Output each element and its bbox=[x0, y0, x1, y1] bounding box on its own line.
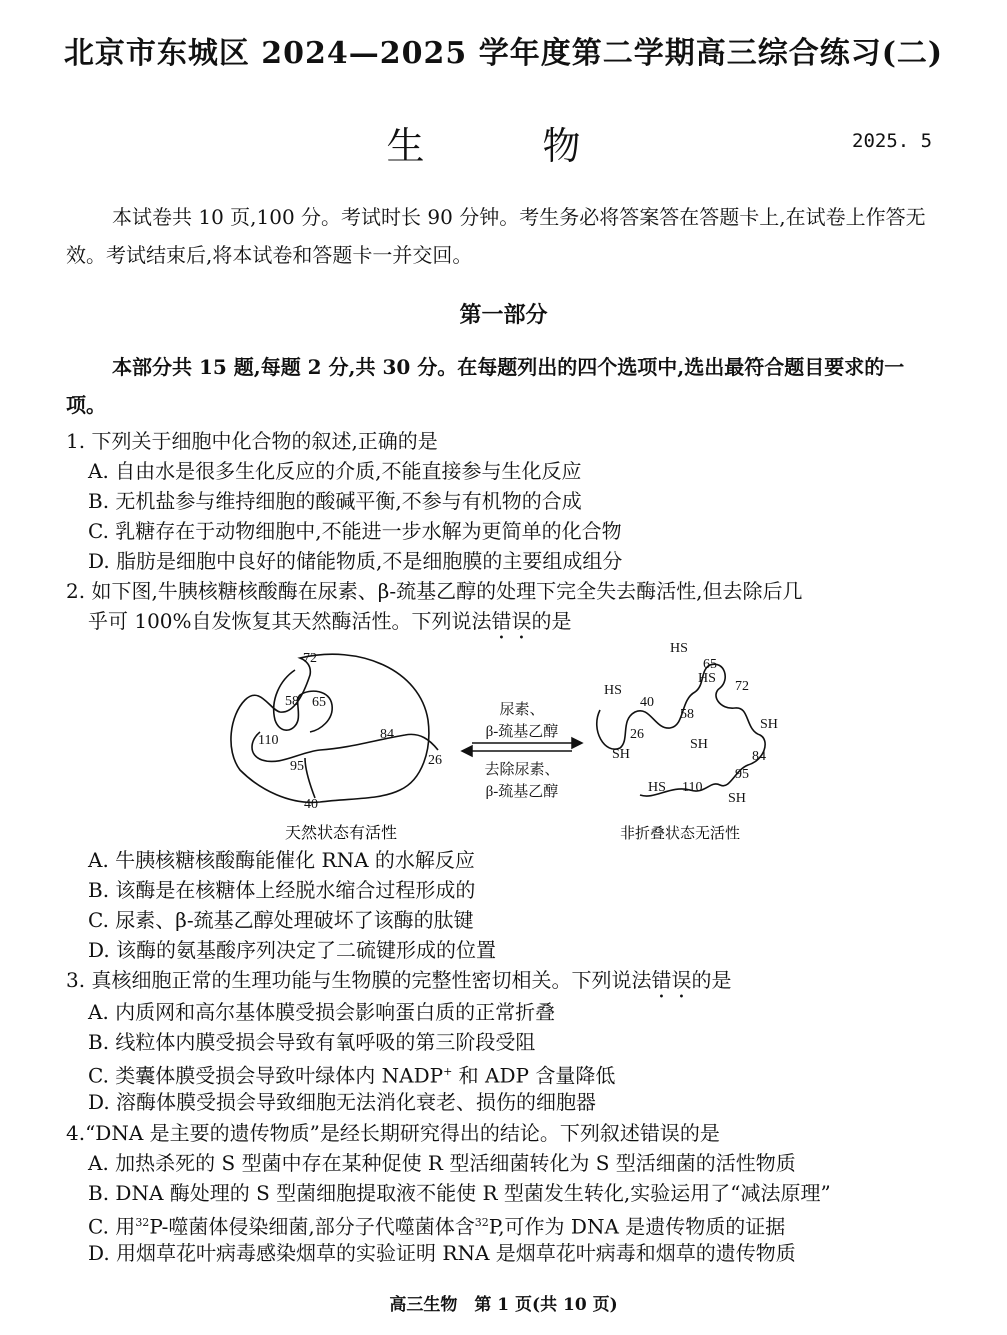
q4-c-sup2: 32 bbox=[474, 1216, 489, 1229]
instructions: 本部分共 15 题,每题 2 分,共 30 分。在每题列出的四个选项中,选出最符合题目要求的一项。 bbox=[66, 355, 905, 417]
unf-sh-3: SH bbox=[690, 737, 708, 752]
unf-72: 72 bbox=[735, 679, 749, 694]
arrow-top-line1: 尿素、 bbox=[499, 702, 545, 718]
q4-c-part3: P,可作为 DNA 是遗传物质的证据 bbox=[488, 1214, 786, 1239]
q2-stem-part: 乎可 100%自发恢复其天然酶活性。下列说法 bbox=[88, 609, 492, 633]
unf-58: 58 bbox=[680, 707, 694, 722]
unf-hs-3: HS bbox=[604, 683, 622, 698]
unf-84: 84 bbox=[752, 749, 766, 764]
q1-option-d: D. 脂肪是细胞中良好的储能物质,不是细胞膜的主要组成组分 bbox=[88, 549, 623, 573]
subject-title: 生 物 bbox=[386, 124, 621, 168]
unf-hs-1: HS bbox=[670, 641, 688, 656]
unf-hs-4: HS bbox=[648, 780, 666, 795]
native-label-40: 40 bbox=[304, 797, 318, 812]
q1-option-a: A. 自由水是很多生化反应的介质,不能直接参与生化反应 bbox=[88, 459, 582, 483]
unf-40: 40 bbox=[640, 695, 654, 710]
q3-c-sup: + bbox=[443, 1065, 453, 1078]
native-label-26: 26 bbox=[428, 753, 442, 768]
native-label-58: 58 bbox=[285, 694, 299, 709]
exam-date: 2025. 5 bbox=[852, 130, 933, 152]
q4-c-sup1: 32 bbox=[135, 1216, 150, 1229]
q4-stem: 4.“DNA 是主要的遗传物质”是经长期研究得出的结论。下列叙述错误的是 bbox=[66, 1121, 720, 1145]
q3-c-part1: C. 类囊体膜受损会导致叶绿体内 NADP bbox=[88, 1063, 444, 1088]
q1-option-b: B. 无机盐参与维持细胞的酸碱平衡,不参与有机物的合成 bbox=[88, 489, 582, 513]
arrow-top-line2: β-巯基乙醇 bbox=[485, 724, 559, 740]
q2-option-c: C. 尿素、β-巯基乙醇处理破坏了该酶的肽键 bbox=[88, 908, 474, 932]
q2-option-b: B. 该酶是在核糖体上经脱水缩合过程形成的 bbox=[88, 878, 476, 902]
left-caption: 天然状态有活性 bbox=[285, 825, 398, 842]
q2-stem-line1: 2. 如下图,牛胰核糖核酸酶在尿素、β-巯基乙醇的处理下完全失去酶活性,但去除后几 bbox=[66, 579, 803, 603]
q4-option-d: D. 用烟草花叶病毒感染烟草的实验证明 RNA 是烟草花叶病毒和烟草的遗传物质 bbox=[88, 1241, 796, 1265]
q4-option-b: B. DNA 酶处理的 S 型菌细胞提取液不能使 R 型菌发生转化,实验运用了“减法原理” bbox=[88, 1181, 831, 1205]
unf-sh-1: SH bbox=[760, 717, 778, 732]
q4-c-part1: C. 用 bbox=[88, 1214, 136, 1239]
q2-option-a: A. 牛胰核糖核酸酶能催化 RNA 的水解反应 bbox=[88, 848, 475, 872]
q4-option-a: A. 加热杀死的 S 型菌中存在某种促使 R 型活细菌转化为 S 型活细菌的活性物质 bbox=[88, 1151, 796, 1175]
q3-option-c bbox=[88, 1057, 948, 1091]
exam-title: 北京市东城区 2024—2025 学年度第二学期高三综合练习(二) bbox=[63, 36, 944, 71]
q3-stem-end: 的是 bbox=[691, 968, 732, 992]
native-label-84: 84 bbox=[380, 727, 394, 742]
page-footer: 高三生物 第 1 页(共 10 页) bbox=[389, 1295, 618, 1315]
arrow-bottom-line2: β-巯基乙醇 bbox=[485, 784, 559, 800]
q3-option-b: B. 线粒体内膜受损会导致有氧呼吸的第三阶段受阻 bbox=[88, 1030, 536, 1054]
native-label-72: 72 bbox=[303, 651, 317, 666]
native-label-65: 65 bbox=[312, 695, 326, 710]
intro-text: 本试卷共 10 页,100 分。考试时长 90 分钟。考生务必将答案答在答题卡上,在试卷上作答无效。考试结束后,将本试卷和答题卡一并交回。 bbox=[66, 205, 926, 267]
enzyme-figure bbox=[200, 640, 820, 850]
q3-stem-part: 3. 真核细胞正常的生理功能与生物膜的完整性密切相关。下列说法 bbox=[66, 968, 652, 992]
q3-option-d: D. 溶酶体膜受损会导致细胞无法消化衰老、损伤的细胞器 bbox=[88, 1090, 597, 1114]
q4-c-part2: P-噬菌体侵染细菌,部分子代噬菌体含 bbox=[149, 1214, 475, 1239]
q3-c-part2: 和 ADP 含量降低 bbox=[452, 1063, 616, 1088]
q1-stem: 1. 下列关于细胞中化合物的叙述,正确的是 bbox=[66, 429, 438, 453]
unf-95: 95 bbox=[735, 767, 749, 782]
native-label-95: 95 bbox=[290, 759, 304, 774]
q3-option-a: A. 内质网和高尔基体膜受损会影响蛋白质的正常折叠 bbox=[88, 1000, 556, 1024]
q2-stem-end: 的是 bbox=[531, 609, 572, 633]
q1-option-c: C. 乳糖存在于动物细胞中,不能进一步水解为更简单的化合物 bbox=[88, 519, 622, 543]
q2-emphasis: 错误 bbox=[491, 609, 532, 633]
q2-option-d: D. 该酶的氨基酸序列决定了二硫键形成的位置 bbox=[88, 938, 497, 962]
arrow-bottom-line1: 去除尿素、 bbox=[484, 762, 560, 778]
unf-110: 110 bbox=[682, 780, 703, 795]
q2-stem-line2 bbox=[88, 606, 968, 644]
unf-hs-2: HS bbox=[698, 671, 716, 686]
native-chain bbox=[231, 654, 429, 802]
right-caption: 非折叠状态无活性 bbox=[620, 826, 741, 842]
q3-emphasis: 错误 bbox=[651, 968, 692, 992]
unf-sh-4: SH bbox=[728, 791, 746, 806]
part-heading: 第一部分 bbox=[459, 302, 548, 328]
unf-65: 65 bbox=[703, 657, 717, 672]
q4-option-c bbox=[88, 1208, 948, 1242]
unf-26: 26 bbox=[630, 727, 644, 742]
native-label-110: 110 bbox=[258, 733, 279, 748]
unf-sh-2: SH bbox=[612, 747, 630, 762]
